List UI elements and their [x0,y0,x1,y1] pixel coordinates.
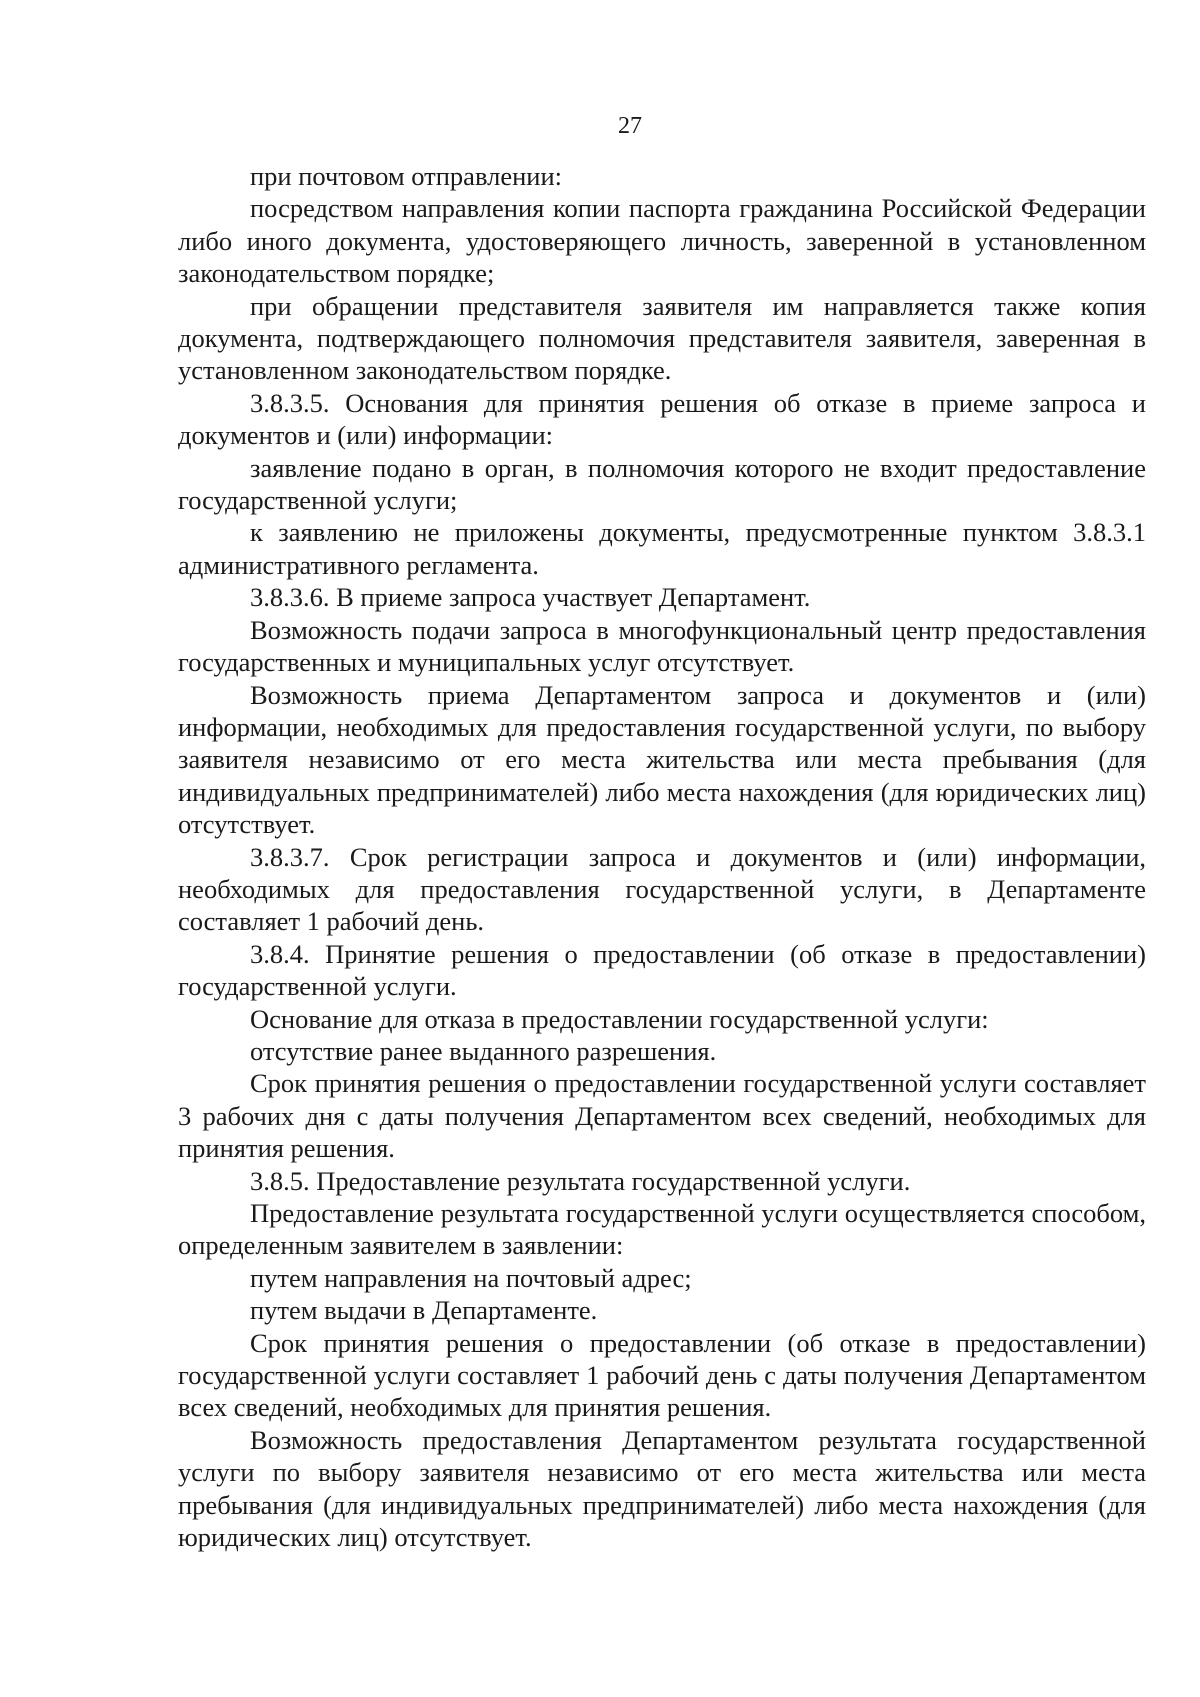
paragraph: 3.8.4. Принятие решения о предоставлении (об отказе в предоставлении) государственной услуги. [178,938,1146,1002]
paragraph: при почтовом отправлении: [250,161,562,191]
paragraph: путем выдачи в Департаменте. [250,1295,598,1326]
paragraph: Возможность подачи запроса в многофункциональный центр предоставления государственных и муниципальных услуг отсутствует. [178,614,1146,678]
paragraph: путем направления на почтовый адрес; [250,1262,692,1293]
document-body [178,160,1146,1553]
paragraph: Предоставление результата государственной услуги осуществляется способом, определенным заявителем в заявлении: [178,1198,1146,1261]
paragraph: отсутствие ранее выданного разрешения. [250,1035,717,1066]
paragraph: Возможность приема Департаментом запроса и документов и (или) информации, необходимых для предоставления государственной услуги, по выбору заявителя независимо от его места жительства или места пребывания (для индивидуальных предпринимателей) либо места нахождения (для юридических лиц) отсутствует. [178,679,1146,840]
paragraph: посредством направления копии паспорта гражданина Российской Федерации либо иного документа, удостоверяющего личность, заверенной в установленном законодательством порядке; [178,193,1146,289]
paragraph: к заявлению не приложены документы, предусмотренные пунктом 3.8.3.1 административного регламента. [178,517,1146,580]
paragraph: при обращении представителя заявителя им направляется также копия документа, подтверждающего полномочия представителя заявителя, заверенная в установленном законодательством порядке. [178,290,1146,386]
paragraph: Срок принятия решения о предоставлении (об отказе в предоставлении) государственной услуги составляет 1 рабочий день с даты получения Департаментом всех сведений, необходимых для принятия решения. [178,1327,1146,1423]
page-number: 27 [618,113,642,139]
paragraph: заявление подано в орган, в полномочия которого не входит предоставление государственной услуги; [178,452,1146,516]
paragraph: Возможность предоставления Департаментом результата государственной услуги по выбору заявителя независимо от его места жительства или места пребывания (для индивидуальных предпринимателей) либо места нахождения (для юридических лиц) отсутствует. [178,1424,1146,1553]
paragraph: Срок принятия решения о предоставлении государственной услуги составляет 3 рабочих дня с даты получения Департаментом всех сведений, необходимых для принятия решения. [178,1068,1146,1164]
paragraph: 3.8.3.5. Основания для принятия решения об отказе в приеме запроса и документов и (или) информации: [178,387,1146,451]
paragraph: Основание для отказа в предоставлении государственной услуги: [250,1003,989,1034]
paragraph: 3.8.3.7. Срок регистрации запроса и документов и (или) информации, необходимых для предоставления государственной услуги, в Департаменте составляет 1 рабочий день. [178,841,1146,937]
paragraph: 3.8.5. Предоставление результата государственной услуги. [250,1165,911,1196]
paragraph: 3.8.3.6. В приеме запроса участвует Департамент. [250,582,811,613]
